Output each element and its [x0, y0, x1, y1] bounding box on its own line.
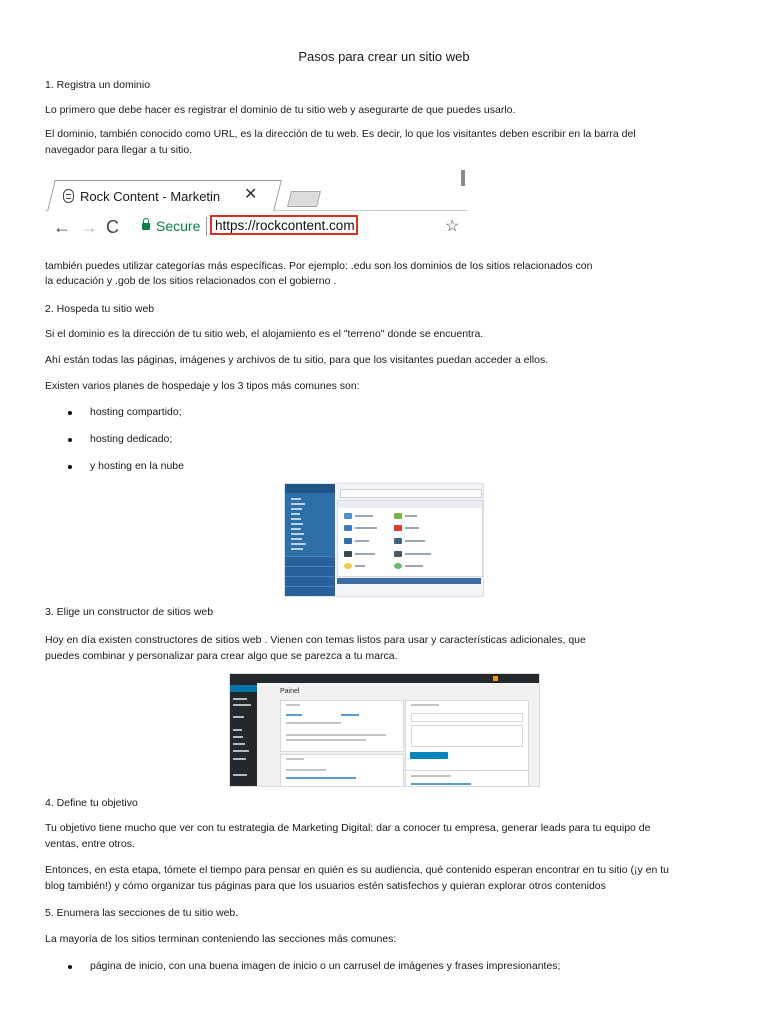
browser-screenshot-figure	[45, 170, 468, 248]
notification-badge	[493, 676, 498, 681]
section-1-paragraph-3-line-2: la educación y .gob de los sitios relacionados con el gobierno .	[45, 275, 337, 287]
section-2-paragraph-1: Si el dominio es la dirección de tu sitio web, el alojamiento es el "terreno" donde se encuentra.	[45, 328, 484, 340]
lock-icon	[142, 223, 150, 230]
wordpress-sidebar-active-item	[230, 685, 257, 692]
new-tab-button	[287, 191, 321, 207]
section-5-paragraph-1: La mayoría de los sitios terminan conteniendo las secciones más comunes:	[45, 933, 397, 945]
section-3-paragraph-line-2: puedes combinar y personalizar para crear algo que se parezca a tu marca.	[45, 650, 398, 662]
section-1-paragraph-2-line-1: El dominio, también conocido como URL, es la dirección de tu web. Es decir, lo que los visitantes deben escribir en la barra del	[45, 128, 636, 140]
section-3-heading: 3. Elige un constructor de sitios web	[45, 606, 214, 618]
hosting-panel-section-header	[337, 578, 481, 584]
browser-tab-title: Rock Content - Marketin	[80, 188, 221, 204]
section-4-paragraph-2-line-1: Entonces, en esta etapa, tómete el tiempo para pensar en quién es su audiencia, qué contenido esperan encontrar en tu sitio (¡y en tu	[45, 864, 669, 876]
wordpress-save-draft-button	[410, 752, 448, 759]
hosting-panel-files	[337, 500, 483, 577]
browser-tab-bar	[45, 170, 468, 211]
section-2-paragraph-2: Ahí están todas las páginas, imágenes y archivos de tu sitio, para que los visitantes puedan acceder a ellos.	[45, 354, 549, 366]
bullet-icon	[68, 965, 72, 969]
section-1-paragraph-3-line-1: también puedes utilizar categorías más específicas. Por ejemplo: .edu son los dominios de los sitios relacionados con	[45, 260, 593, 272]
page-title: Pasos para crear un sitio web	[298, 49, 470, 64]
hosting-panel-sidebar	[285, 484, 335, 596]
section-4-heading: 4. Define tu objetivo	[45, 797, 138, 809]
section-2-heading: 2. Hospeda tu sitio web	[45, 303, 155, 315]
scrollbar-fragment	[461, 170, 465, 186]
reload-icon: C	[106, 217, 119, 237]
bullet-icon	[68, 438, 72, 442]
hosting-panel-screenshot	[284, 483, 484, 597]
section-2-paragraph-3: Existen varios planes de hospedaje y los 3 tipos más comunes son:	[45, 380, 360, 392]
list-item: hosting compartido;	[90, 406, 182, 418]
wordpress-dashboard-screenshot	[229, 673, 540, 787]
secure-label: Secure	[156, 218, 201, 234]
section-4-paragraph-1-line-2: ventas, entre otros.	[45, 838, 135, 850]
section-5-heading: 5. Enumera las secciones de tu sitio web.	[45, 907, 239, 919]
back-arrow-icon: ←	[53, 217, 71, 237]
bullet-icon	[68, 411, 72, 415]
section-3-paragraph-line-1: Hoy en día existen constructores de sitios web . Vienen con temas listos para usar y características adicionales, que	[45, 634, 586, 646]
bullet-icon	[68, 465, 72, 469]
list-item: página de inicio, con una buena imagen de inicio o un carrusel de imágenes y frases impresionantes;	[90, 960, 561, 972]
wordpress-news-box	[405, 770, 529, 787]
address-separator	[206, 217, 207, 236]
section-1-heading: 1. Registra un dominio	[45, 79, 151, 91]
wordpress-page-title: Painel	[280, 688, 300, 695]
wordpress-widget-box	[280, 700, 404, 752]
wordpress-activity-box	[280, 754, 404, 787]
url-highlight-box: https://rockcontent.com	[210, 215, 358, 235]
section-1-paragraph-2-line-2: navegador para llegar a tu sitio.	[45, 144, 193, 156]
star-icon: ☆	[445, 218, 460, 235]
section-1-paragraph-1: Lo primero que debe hacer es registrar el dominio de tu sitio web y asegurarte de que puedes usarlo.	[45, 104, 516, 116]
document-icon	[63, 189, 74, 203]
browser-toolbar	[45, 211, 468, 248]
wordpress-quick-draft-box	[405, 700, 529, 772]
list-item: y hosting en la nube	[90, 460, 184, 472]
list-item: hosting dedicado;	[90, 433, 173, 445]
forward-arrow-icon: →	[80, 217, 98, 237]
close-icon: ✕	[244, 186, 258, 203]
browser-tab-content	[63, 187, 220, 205]
section-4-paragraph-2-line-2: blog también!) y cómo organizar tus páginas para que los usuarios estén satisfechos y quieran explorar otros contenidos	[45, 880, 606, 892]
section-4-paragraph-1-line-1: Tu objetivo tiene mucho que ver con tu estrategia de Marketing Digital: dar a conocer tu empresa, generar leads para tu equipo de	[45, 822, 651, 834]
hosting-panel-search	[340, 489, 482, 498]
